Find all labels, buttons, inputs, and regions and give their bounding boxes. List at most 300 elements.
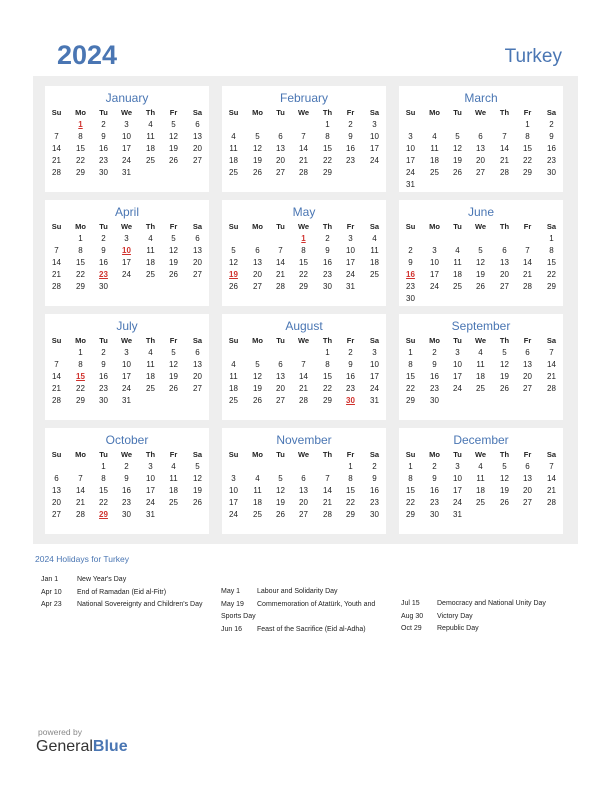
day-cell: 27 [193,384,202,393]
day-cell: 5 [171,120,176,129]
day-cell: 11 [146,132,155,141]
day-cell: 19 [453,156,462,165]
day-cell: 12 [253,372,262,381]
day-cell: 27 [253,282,262,291]
month-name: December [453,433,509,447]
day-cell: 5 [255,360,260,369]
weekday-label: Sa [546,336,557,345]
weekday-label: Tu [276,336,285,345]
holiday-column [221,586,386,636]
holiday-day-cell: 10 [122,246,131,255]
day-cell: 19 [169,258,178,267]
day-cell: 13 [523,360,532,369]
weekday-label: Tu [453,450,462,459]
holiday-name: Feast of the Sacrifice (Eid al-Adha) [257,625,366,633]
day-cell: 26 [169,270,178,279]
weekday-label: Th [145,450,156,459]
day-cell: 15 [323,144,332,153]
day-cell: 4 [148,234,153,243]
day-cell: 31 [346,282,355,291]
day-cell: 21 [276,270,285,279]
holiday-column [401,598,571,636]
day-cell: 9 [549,132,554,141]
day-cell: 9 [325,246,330,255]
day-cell: 10 [146,474,155,483]
day-cell: 8 [408,474,413,483]
day-cell: 14 [299,144,308,153]
country-title: Turkey [504,46,562,67]
day-cell: 30 [370,510,379,519]
month-name: January [105,91,149,105]
day-cell: 3 [372,120,377,129]
day-cell: 8 [325,360,330,369]
day-cell: 7 [549,462,554,471]
day-cell: 16 [547,144,556,153]
day-cell: 31 [453,510,462,519]
weekday-label: Th [322,450,333,459]
day-cell: 15 [547,258,556,267]
weekday-label: Sa [192,108,203,117]
day-cell: 14 [500,144,509,153]
day-cell: 23 [99,156,108,165]
day-cell: 12 [453,144,462,153]
day-cell: 14 [547,360,556,369]
day-cell: 29 [76,168,85,177]
weekday-header [222,449,386,461]
day-cell: 21 [299,156,308,165]
day-cell: 11 [169,474,178,483]
weekday-label: Su [405,450,416,459]
weekday-label: Tu [99,450,108,459]
holiday-date: May 19 [221,600,244,608]
day-cell: 23 [346,156,355,165]
weekday-label: Tu [99,336,108,345]
day-cell: 3 [455,348,460,357]
day-cell: 13 [253,258,262,267]
day-cell: 4 [148,348,153,357]
weekday-label: Sa [192,450,203,459]
holiday-date: Apr 23 [41,601,62,609]
day-cell: 30 [99,168,108,177]
day-cell: 19 [253,156,262,165]
day-cell: 20 [523,372,532,381]
day-cell: 30 [99,282,108,291]
day-cell: 3 [455,462,460,471]
day-cell: 28 [299,396,308,405]
day-cell: 16 [99,144,108,153]
day-cell: 29 [346,510,355,519]
day-cell: 18 [476,486,485,495]
day-cell: 7 [54,246,59,255]
holiday-day-cell: 23 [99,270,108,279]
day-cell: 14 [52,258,61,267]
day-cell: 22 [406,498,415,507]
holiday-date: Jan 1 [41,576,59,583]
day-cell: 22 [76,270,85,279]
weekday-label: We [120,450,133,459]
day-cell: 22 [323,384,332,393]
day-cell: 1 [78,234,83,243]
brand-logo[interactable] [36,738,128,756]
day-cell: 29 [523,168,532,177]
day-cell: 20 [299,498,308,507]
day-cell: 1 [408,462,413,471]
day-cell: 18 [229,156,238,165]
day-cell: 29 [547,282,556,291]
day-cell: 15 [523,144,532,153]
day-cell: 29 [76,396,85,405]
day-cell: 9 [101,246,106,255]
month-september [399,314,563,420]
month-october [45,428,209,534]
holiday-item [401,598,571,611]
day-cell: 2 [432,462,437,471]
day-cell: 16 [323,258,332,267]
day-cell: 30 [406,294,415,303]
weekday-label: Su [51,450,62,459]
month-name: June [467,205,495,219]
day-cell: 23 [122,498,131,507]
month-february [222,86,386,192]
day-cell: 29 [406,396,415,405]
day-cell: 22 [406,384,415,393]
day-cell: 5 [478,246,483,255]
day-cell: 12 [500,474,509,483]
day-cell: 10 [346,246,355,255]
month-name: August [285,319,323,333]
weekday-label: Th [322,222,333,231]
day-cell: 9 [348,132,353,141]
weekday-label: Su [228,108,239,117]
year-title: 2024 [57,40,118,70]
month-august [222,314,386,420]
holiday-item [41,587,206,600]
day-cell: 14 [276,258,285,267]
weekday-label: Tu [276,108,285,117]
holiday-day-cell: 29 [99,510,108,519]
day-cell: 20 [276,156,285,165]
weekday-label: We [474,450,487,459]
day-cell: 24 [346,270,355,279]
day-cell: 18 [146,372,155,381]
day-cell: 16 [122,486,131,495]
day-cell: 1 [549,234,554,243]
day-cell: 8 [78,360,83,369]
day-cell: 20 [253,270,262,279]
day-cell: 17 [370,372,379,381]
day-cell: 13 [500,258,509,267]
month-name: May [292,205,316,219]
day-cell: 30 [99,396,108,405]
holiday-name: National Sovereignty and Children's Day [77,601,203,609]
weekday-label: Tu [99,222,108,231]
day-cell: 9 [408,258,413,267]
day-cell: 10 [229,486,238,495]
day-cell: 2 [348,120,353,129]
day-cell: 19 [193,486,202,495]
weekday-label: Fr [169,336,178,345]
day-cell: 11 [229,372,238,381]
day-cell: 20 [193,258,202,267]
day-cell: 27 [193,156,202,165]
day-cell: 7 [78,474,83,483]
weekday-label: Tu [453,336,462,345]
day-cell: 14 [52,144,61,153]
weekday-label: Su [405,108,416,117]
day-cell: 23 [430,498,439,507]
day-cell: 4 [372,234,377,243]
weekday-label: Sa [369,450,380,459]
day-cell: 23 [346,384,355,393]
day-cell: 25 [453,282,462,291]
day-cell: 22 [346,498,355,507]
day-cell: 10 [122,360,131,369]
day-cell: 25 [169,498,178,507]
day-cell: 7 [549,348,554,357]
day-cell: 5 [455,132,460,141]
month-may [222,200,386,306]
day-cell: 6 [525,462,530,471]
weekday-label: Su [405,222,416,231]
day-cell: 24 [370,384,379,393]
day-cell: 8 [348,474,353,483]
day-cell: 22 [76,156,85,165]
day-cell: 8 [78,246,83,255]
weekday-label: Sa [546,108,557,117]
day-cell: 28 [52,396,61,405]
day-cell: 27 [476,168,485,177]
weekday-header [399,107,563,119]
month-name: July [116,319,138,333]
weekday-header [222,107,386,119]
day-cell: 14 [523,258,532,267]
holiday-item [41,599,206,612]
holiday-day-cell: 15 [76,372,85,381]
day-cell: 30 [122,510,131,519]
weekday-label: Th [145,336,156,345]
weekday-label: Sa [192,336,203,345]
holiday-name: Democracy and National Unity Day [437,600,546,607]
day-cell: 4 [478,462,483,471]
day-cell: 26 [276,510,285,519]
month-december [399,428,563,534]
weekday-label: Mo [75,222,86,231]
day-cell: 27 [276,168,285,177]
weekday-label: Th [499,336,510,345]
day-cell: 14 [299,372,308,381]
weekday-label: Mo [252,108,263,117]
day-cell: 21 [76,498,85,507]
day-cell: 25 [146,270,155,279]
weekday-label: Mo [252,336,263,345]
day-cell: 24 [406,168,415,177]
day-cell: 20 [193,372,202,381]
day-cell: 16 [370,486,379,495]
day-cell: 26 [453,168,462,177]
weekday-label: We [474,222,487,231]
day-cell: 12 [169,360,178,369]
day-cell: 29 [76,282,85,291]
day-cell: 7 [502,132,507,141]
day-cell: 18 [229,384,238,393]
weekday-label: Mo [75,336,86,345]
day-cell: 29 [323,168,332,177]
day-cell: 13 [523,474,532,483]
day-cell: 14 [323,486,332,495]
day-cell: 23 [99,384,108,393]
day-cell: 10 [453,360,462,369]
weekday-label: Th [145,222,156,231]
holiday-day-cell: 30 [346,396,355,405]
weekday-label: We [297,336,310,345]
day-cell: 19 [169,144,178,153]
holiday-date: Apr 10 [41,588,62,596]
day-cell: 27 [523,384,532,393]
weekday-label: We [297,222,310,231]
day-cell: 18 [146,144,155,153]
day-cell: 16 [430,486,439,495]
day-cell: 17 [453,372,462,381]
day-cell: 5 [502,462,507,471]
day-cell: 23 [406,282,415,291]
day-cell: 15 [299,258,308,267]
weekday-label: Tu [99,108,108,117]
month-name: March [464,91,498,105]
day-cell: 11 [453,258,462,267]
day-cell: 9 [101,132,106,141]
day-cell: 7 [54,360,59,369]
holidays-title: 2024 Holidays for Turkey [35,554,130,564]
holiday-name: End of Ramadan (Eid al-Fitr) [77,588,167,596]
day-cell: 12 [193,474,202,483]
weekday-label: We [297,108,310,117]
day-cell: 8 [78,132,83,141]
weekday-header [399,335,563,347]
day-cell: 11 [476,360,485,369]
day-cell: 4 [455,246,460,255]
day-cell: 1 [325,120,330,129]
day-cell: 11 [370,246,379,255]
day-cell: 29 [323,396,332,405]
weekday-label: Fr [346,222,355,231]
day-cell: 5 [231,246,236,255]
day-cell: 3 [124,234,129,243]
weekday-label: Su [405,336,416,345]
day-cell: 2 [101,120,106,129]
day-cell: 26 [500,384,509,393]
day-cell: 5 [502,348,507,357]
weekday-header [45,335,209,347]
day-cell: 19 [169,372,178,381]
day-cell: 15 [323,372,332,381]
weekday-header [45,107,209,119]
day-cell: 8 [325,132,330,141]
day-cell: 21 [523,270,532,279]
day-cell: 4 [432,132,437,141]
day-cell: 19 [476,270,485,279]
day-cell: 2 [408,246,413,255]
day-cell: 11 [253,486,262,495]
day-cell: 17 [122,258,131,267]
day-cell: 11 [430,144,439,153]
holiday-item [401,623,571,636]
day-cell: 21 [52,270,61,279]
day-cell: 3 [231,474,236,483]
day-cell: 27 [299,510,308,519]
day-cell: 30 [430,396,439,405]
day-cell: 16 [99,258,108,267]
day-cell: 28 [299,168,308,177]
day-cell: 10 [370,132,379,141]
holiday-name: New Year's Day [77,576,127,583]
day-cell: 4 [478,348,483,357]
day-cell: 8 [101,474,106,483]
day-cell: 28 [52,282,61,291]
day-cell: 17 [146,486,155,495]
day-cell: 18 [370,258,379,267]
day-cell: 22 [76,384,85,393]
weekday-label: Th [322,108,333,117]
day-cell: 12 [169,132,178,141]
day-cell: 1 [325,348,330,357]
day-cell: 13 [276,372,285,381]
day-cell: 25 [146,384,155,393]
month-march [399,86,563,192]
holiday-name: Republic Day [437,625,479,633]
day-cell: 29 [299,282,308,291]
day-cell: 24 [370,156,379,165]
day-cell: 8 [301,246,306,255]
day-cell: 12 [229,258,238,267]
weekday-label: Tu [276,450,285,459]
day-cell: 10 [370,360,379,369]
weekday-label: Sa [369,108,380,117]
weekday-label: We [474,108,487,117]
day-cell: 28 [52,168,61,177]
weekday-label: We [120,336,133,345]
day-cell: 12 [500,360,509,369]
weekday-label: Sa [546,450,557,459]
day-cell: 22 [299,270,308,279]
holiday-day-cell: 1 [301,234,306,243]
day-cell: 19 [253,384,262,393]
day-cell: 28 [276,282,285,291]
day-cell: 7 [325,474,330,483]
day-cell: 1 [525,120,530,129]
day-cell: 17 [430,270,439,279]
holiday-item [221,624,386,637]
day-cell: 18 [169,486,178,495]
day-cell: 27 [523,498,532,507]
day-cell: 4 [148,120,153,129]
day-cell: 13 [52,486,61,495]
weekday-label: Su [228,450,239,459]
day-cell: 3 [348,234,353,243]
day-cell: 1 [408,348,413,357]
weekday-label: Mo [429,336,440,345]
day-cell: 10 [453,474,462,483]
weekday-label: Su [51,222,62,231]
day-cell: 25 [370,270,379,279]
day-cell: 8 [549,246,554,255]
day-cell: 13 [193,360,202,369]
holiday-column [41,574,206,612]
day-cell: 25 [253,510,262,519]
holiday-date: May 1 [221,588,241,595]
month-name: September [451,319,511,333]
day-cell: 19 [500,486,509,495]
day-cell: 6 [301,474,306,483]
